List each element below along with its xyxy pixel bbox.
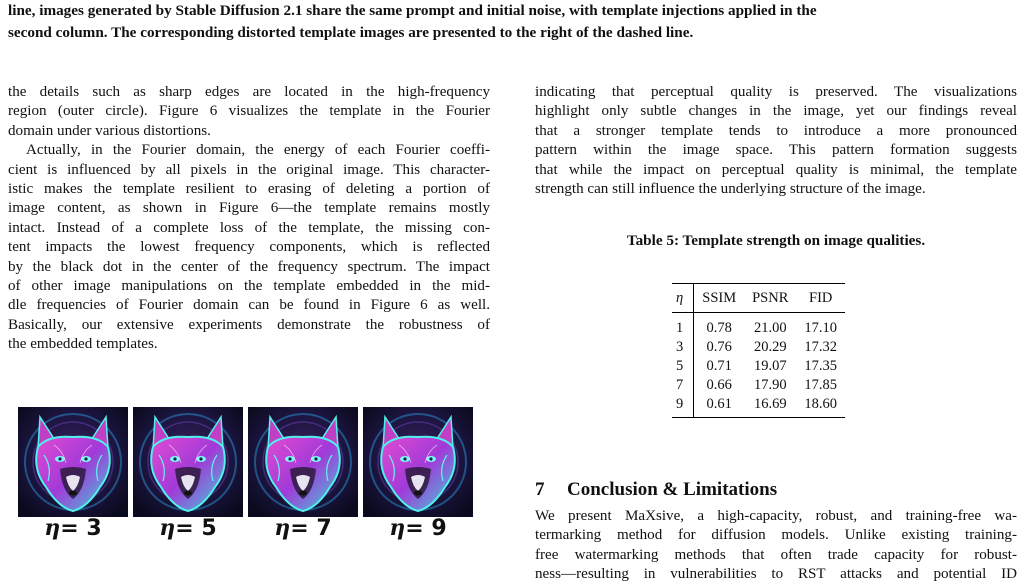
text-line: that while the impact on perceptual quality is minimal, the template bbox=[535, 161, 1017, 178]
text-line: that a stronger template tends to introduce a more pronounced bbox=[535, 122, 1017, 139]
text-line: domain under various distortions. bbox=[8, 122, 211, 139]
table-cell: 1 bbox=[672, 313, 694, 339]
table-cell: 0.76 bbox=[706, 339, 732, 355]
section-heading bbox=[535, 479, 777, 501]
text-line: istic makes the template resilient to erasing of deleting a portion of bbox=[8, 181, 490, 198]
text-line: ness—resulting in vulnerabilities to RST attacks and potential ID bbox=[535, 566, 1017, 583]
table-row bbox=[672, 395, 845, 418]
table-cell: 17.10 bbox=[804, 319, 838, 336]
table-cell: 3 bbox=[672, 338, 694, 357]
results-table bbox=[672, 283, 845, 418]
paragraph bbox=[535, 83, 1017, 199]
section-title: Conclusion & Limitations bbox=[567, 479, 778, 500]
figure-panel bbox=[248, 407, 358, 541]
text-line: Actually, in the Fourier domain, the energy of each Fourier coeffi- bbox=[26, 142, 490, 159]
text-line: dle frequencies of Fourier domain can be found in Figure 6 as well. bbox=[8, 297, 490, 314]
table-cell: 21.00 bbox=[753, 319, 787, 336]
wolf-image bbox=[363, 407, 473, 517]
text-line: pattern within the image space. This pattern formation suggests bbox=[535, 142, 1017, 159]
text-line: Basically, our extensive experiments demonstrate the robustness of bbox=[8, 316, 490, 333]
text-line: We present MaXsive, a high-capacity, robust, and training-free wa- bbox=[535, 508, 1017, 524]
table-cell: 16.69 bbox=[753, 396, 787, 412]
caption-line: second column. The corresponding distorted template images are presented to the right of the dashed line. bbox=[8, 24, 694, 41]
table-cell: 18.60 bbox=[804, 396, 838, 412]
wolf-image bbox=[248, 407, 358, 517]
table-cell: 17.85 bbox=[804, 377, 838, 393]
table-row bbox=[672, 376, 845, 395]
text-line: the embedded templates. bbox=[8, 336, 158, 353]
text-line: highlight only subtle changes in the image, yet our findings reveal bbox=[535, 103, 1017, 120]
figure-label: η= 5 bbox=[159, 515, 217, 541]
section-number: 7 bbox=[535, 479, 545, 500]
table-cell: 7 bbox=[672, 376, 694, 395]
text-line: cient is influenced by all pixels in the original image. This character- bbox=[8, 161, 490, 178]
figure-panel bbox=[363, 407, 473, 541]
table-row bbox=[672, 338, 845, 357]
text-line: indicating that perceptual quality is preserved. The visualizations bbox=[535, 84, 1017, 100]
table-cell: 0.66 bbox=[706, 377, 732, 393]
wolf-image bbox=[133, 407, 243, 517]
text-line: the details such as sharp edges are located in the high-frequency bbox=[8, 84, 490, 100]
figure-label: η= 9 bbox=[389, 515, 447, 541]
text-line: tent impacts the lowest frequency components, which is reflected bbox=[8, 239, 490, 256]
table-caption: Table 5: Template strength on image qualities. bbox=[626, 232, 926, 249]
wolf-image bbox=[18, 407, 128, 517]
figure-label: η= 3 bbox=[44, 515, 102, 541]
table-cell: 0.71 bbox=[706, 358, 732, 374]
table-cell: 19.07 bbox=[753, 358, 787, 374]
table-cell: 20.29 bbox=[753, 339, 787, 355]
text-line: of other image manipulations on the template embedded in the mid- bbox=[8, 278, 490, 295]
table-header-cell: SSIM bbox=[702, 289, 737, 306]
figure-panel bbox=[18, 407, 128, 541]
figure-panel bbox=[133, 407, 243, 541]
table-cell: 5 bbox=[672, 357, 694, 376]
text-line: by the black dot in the center of the frequency spectrum. The impact bbox=[8, 258, 490, 275]
table-header-row bbox=[672, 284, 845, 313]
table-cell: 17.35 bbox=[804, 358, 838, 374]
text-line: image content, as shown in Figure 6—the template remains mostly bbox=[8, 200, 490, 217]
caption-line: line, images generated by Stable Diffusion 2.1 share the same prompt and initial noise, with template injections applied in the bbox=[8, 2, 817, 19]
text-line: free watermarking methods that often trade capacity for robust- bbox=[535, 546, 1017, 563]
table-cell: 17.32 bbox=[804, 339, 838, 355]
text-line: intact. Instead of a complete loss of the template, the missing con- bbox=[8, 219, 490, 236]
table-cell: 0.61 bbox=[706, 396, 732, 412]
figure-label: η= 7 bbox=[274, 515, 332, 541]
text-line: termarking method for diffusion models. Unlike existing training- bbox=[535, 527, 1017, 544]
text-line: strength can still influence the underlying structure of the image. bbox=[535, 181, 926, 198]
figure-caption-continued bbox=[8, 0, 1018, 44]
section-body bbox=[535, 507, 1017, 585]
table-cell: 0.78 bbox=[706, 319, 732, 336]
results-table-wrapper bbox=[672, 283, 845, 418]
left-column bbox=[8, 83, 490, 355]
paragraph bbox=[8, 141, 490, 354]
table-header-cell: η bbox=[672, 284, 694, 313]
table-header-cell: FID bbox=[809, 289, 833, 306]
table-row bbox=[672, 357, 845, 376]
paragraph bbox=[535, 507, 1017, 585]
table-cell: 9 bbox=[672, 395, 694, 418]
paragraph bbox=[8, 83, 490, 141]
table-row bbox=[672, 313, 845, 339]
right-column bbox=[535, 83, 1017, 199]
table-header-cell: PSNR bbox=[752, 289, 789, 306]
text-line: region (outer circle). Figure 6 visualizes the template in the Fourier bbox=[8, 103, 490, 120]
table-cell: 17.90 bbox=[753, 377, 787, 393]
